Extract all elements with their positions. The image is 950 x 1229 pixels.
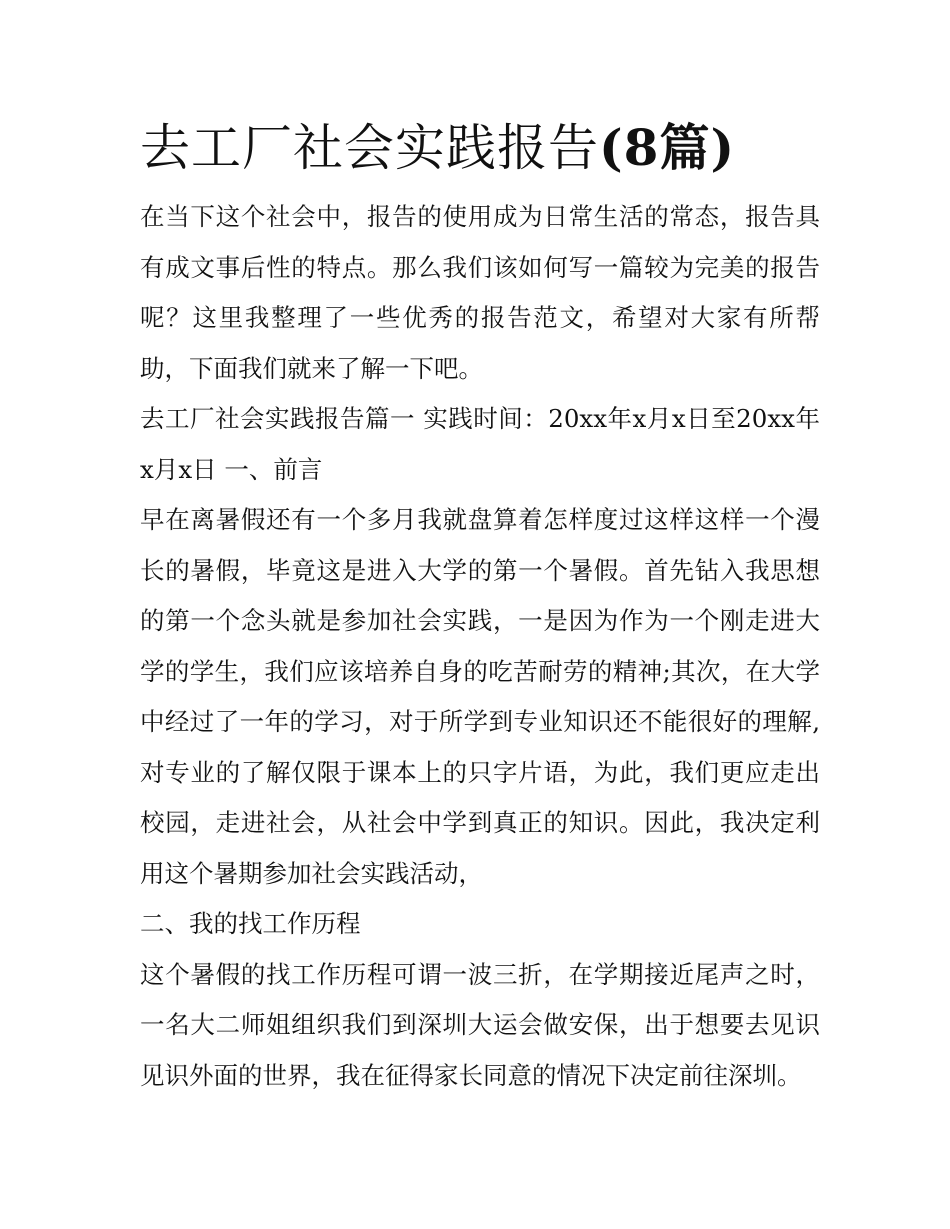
document-title [140, 108, 820, 188]
section-one-header: 去工厂社会实践报告篇一 实践时间：20xx年x月x日至20xx年x月x日 一、前言 [140, 404, 820, 484]
title-suffix: (8篇) [599, 118, 736, 177]
document-page [140, 108, 820, 1101]
intro-paragraph: 在当下这个社会中，报告的使用成为日常生活的常态，报告具有成文事后性的特点。那么我们该如何写一篇较为完美的报告呢？这里我整理了一些优秀的报告范文，希望对大家有所帮助，下面我们就来了解一下吧。 [140, 202, 820, 383]
title-main: 去工厂社会实践报告 [140, 119, 599, 177]
job-history-paragraph: 这个暑假的找工作历程可谓一波三折，在学期接近尾声之时，一名大二师姐组织我们到深圳大运会做安保，出于想要去见识见识外面的世界，我在征得家长同意的情况下决定前往深圳。 [140, 959, 820, 1090]
preface-paragraph: 早在离暑假还有一个多月我就盘算着怎样度过这样这样一个漫长的暑假，毕竟这是进入大学的第一个暑假。首先钻入我思想的第一个念头就是参加社会实践，一是因为作为一个刚走进大学的学生，我们应该培养自身的吃苦耐劳的精神;其次，在大学中经过了一年的学习，对于所学到专业知识还不能很好的理解,对专业的了解仅限于课本上的只字片语，为此，我们更应走出校园，走进社会，从社会中学到真正的知识。因此，我决定利用这个暑期参加社会实践活动， [140, 505, 820, 888]
section-two-heading: 二、我的找工作历程 [140, 909, 361, 938]
